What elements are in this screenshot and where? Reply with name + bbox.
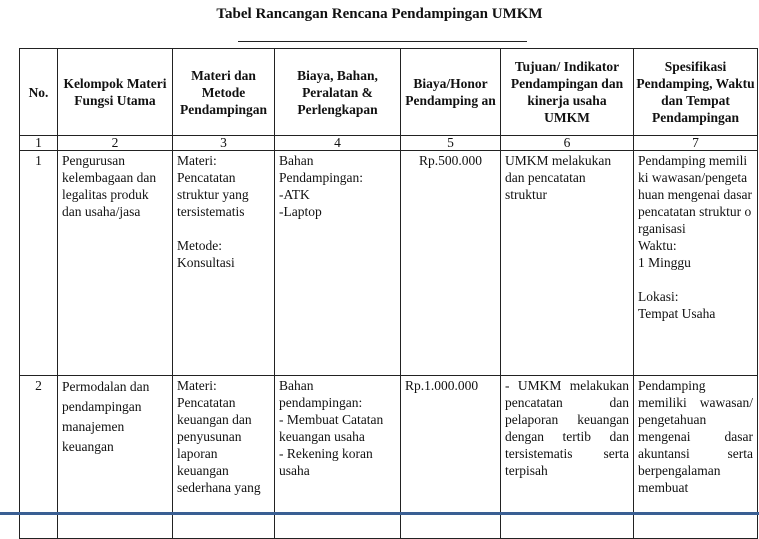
col-number: 2 bbox=[58, 136, 173, 151]
plan-table bbox=[19, 48, 758, 539]
header-materi: Materi dan Metode Pendampingan bbox=[173, 49, 275, 136]
cell-honor: Rp.1.000.000 bbox=[401, 376, 501, 539]
header-honor: Biaya/Honor Pendamping an bbox=[401, 49, 501, 136]
signature-line bbox=[238, 41, 527, 42]
col-number: 5 bbox=[401, 136, 501, 151]
cell-biaya-bahan: Bahan pendampingan: - Membuat Catatan keuangan usaha - Rekening koran usaha bbox=[275, 376, 401, 539]
header-kelompok: Kelompok Materi Fungsi Utama bbox=[58, 49, 173, 136]
cell-spesifikasi: Pendamping memiliki wawasan/pengetahuan mengenai dasar pencatatan struktur organisasi Waktu: 1 Minggu Lokasi: Tempat Usaha bbox=[634, 151, 758, 376]
header-row bbox=[20, 49, 758, 136]
document-title: Tabel Rancangan Rencana Pendampingan UMKM bbox=[216, 6, 543, 22]
header-biaya-bahan: Biaya, Bahan, Peralatan & Perlengkapan bbox=[275, 49, 401, 136]
cell-materi: Materi: Pencatatan struktur yang tersistematis Metode: Konsultasi bbox=[173, 151, 275, 376]
col-number: 6 bbox=[501, 136, 634, 151]
header-tujuan: Tujuan/ Indikator Pendampingan dan kinerja usaha UMKM bbox=[501, 49, 634, 136]
cell-spesifikasi: Pendamping memiliki wawasan/ pengetahuan mengenai dasar akuntansi serta berpengalaman membuat bbox=[634, 376, 758, 539]
col-number: 1 bbox=[20, 136, 58, 151]
table-row bbox=[20, 151, 758, 376]
cell-no: 1 bbox=[20, 151, 58, 376]
cell-tujuan: - UMKM melakukan pencatatan dan pelaporan keuangan dengan tertib dan tersistematis serta terpisah bbox=[501, 376, 634, 539]
column-number-row bbox=[20, 136, 758, 151]
header-no: No. bbox=[20, 49, 58, 136]
cell-tujuan: UMKM melakukan dan pencatatan struktur bbox=[501, 151, 634, 376]
cell-no: 2 bbox=[20, 376, 58, 539]
col-number: 4 bbox=[275, 136, 401, 151]
cell-biaya-bahan: Bahan Pendampingan: -ATK -Laptop bbox=[275, 151, 401, 376]
cell-honor: Rp.500.000 bbox=[401, 151, 501, 376]
col-number: 7 bbox=[634, 136, 758, 151]
cell-kelompok: Permodalan dan pendampingan manajemen keuangan bbox=[58, 376, 173, 539]
col-number: 3 bbox=[173, 136, 275, 151]
cell-materi: Materi: Pencatatan keuangan dan penyusunan laporan keuangan sederhana yang bbox=[173, 376, 275, 539]
header-spesifikasi: Spesifikasi Pendamping, Waktu dan Tempat Pendampingan bbox=[634, 49, 758, 136]
cell-kelompok: Pengurusan kelembagaan dan legalitas produk dan usaha/jasa bbox=[58, 151, 173, 376]
